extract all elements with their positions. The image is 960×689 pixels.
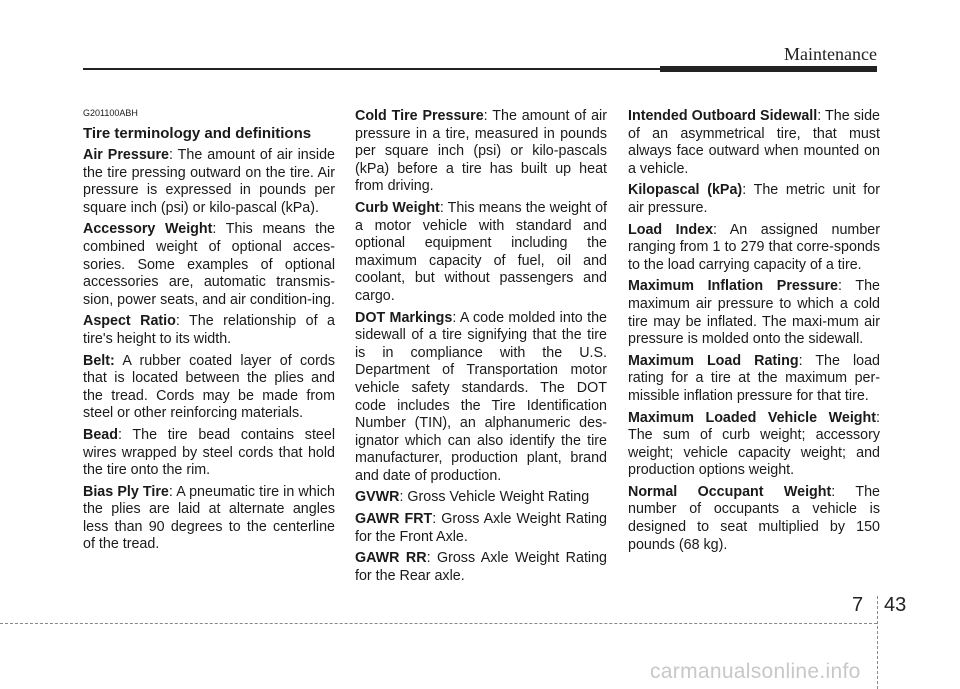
definition-entry bbox=[628, 182, 880, 217]
column-2 bbox=[355, 108, 607, 589]
definition-text: : The amount of air inside the tire pressing outward on the tire. Air pressure is expressed in pounds per square inch (psi) or kilo-pascal (kPa). bbox=[83, 147, 335, 216]
definition-text: : The side of an asymmetrical tire, that must always face outward when mounted on a vehicle. bbox=[628, 108, 880, 177]
definition-text: : The metric unit for air pressure. bbox=[628, 182, 880, 216]
definition-term: Normal Occupant Weight bbox=[628, 483, 832, 500]
page-header-title: Maintenance bbox=[784, 44, 877, 64]
page-number: 43 bbox=[884, 594, 907, 616]
section-title: Tire terminology and definitions bbox=[83, 125, 312, 142]
definition-term: Load Index bbox=[628, 221, 714, 238]
definition-entry bbox=[355, 511, 607, 546]
header-rule-thick bbox=[660, 66, 877, 72]
definition-text: : A code molded into the sidewall of a tire signifying that the tire is in compliance with the U.S. Department of Transportation motor vehicle safety standards. The DOT code includes the Tire Identification Number (TIN), an alphanumeric des-ignator which can also identify the tire manufacturer, production plant, brand and date of production. bbox=[355, 309, 607, 484]
column-3-entries bbox=[628, 108, 880, 554]
header-rule bbox=[83, 68, 660, 70]
definition-entry bbox=[355, 200, 607, 306]
definition-text: : The amount of air pressure in a tire, measured in pounds per square inch (psi) or kilo-pascals (kPa) before a tire has built up heat from driving. bbox=[355, 108, 607, 195]
definition-text: : The tire bead contains steel wires wrapped by steel cords that hold the tire onto the rim. bbox=[83, 426, 335, 479]
definition-term: GAWR RR bbox=[355, 550, 427, 567]
definition-term: Aspect Ratio bbox=[83, 313, 176, 330]
definition-term: Intended Outboard Sidewall bbox=[628, 108, 818, 124]
definition-entry bbox=[83, 427, 335, 480]
definition-term: Maximum Inflation Pressure bbox=[628, 278, 838, 295]
definition-term: Maximum Load Rating bbox=[628, 352, 799, 369]
definition-text: : A pneumatic tire in which the plies are laid at alternate angles less than 90 degrees to the centerline of the tread. bbox=[83, 483, 335, 553]
definition-text: : The number of occupants a vehicle is designed to seat multiplied by 150 pounds (68 kg). bbox=[628, 483, 880, 553]
column-3 bbox=[628, 108, 880, 558]
definition-term: Belt: bbox=[83, 352, 115, 369]
definition-term: GVWR bbox=[355, 489, 400, 506]
definition-text: : The sum of curb weight; accessory weight; vehicle capacity weight; and production options weight. bbox=[628, 409, 880, 479]
definition-entry bbox=[83, 353, 335, 423]
footer-divider bbox=[877, 596, 878, 689]
definition-text: : Gross Axle Weight Rating for the Rear axle. bbox=[355, 550, 607, 584]
definition-term: GAWR FRT bbox=[355, 511, 433, 528]
definition-term: Accessory Weight bbox=[83, 221, 213, 238]
definition-term: Bead bbox=[83, 426, 118, 443]
definition-text: : This means the combined weight of optional acces-sories. Some examples of optional accessories are, automatic transmis-sion, power seats, and air condition-ing. bbox=[83, 221, 335, 308]
definition-entry bbox=[628, 353, 880, 406]
definition-entry bbox=[628, 410, 880, 480]
definition-text: : Gross Vehicle Weight Rating bbox=[399, 489, 590, 506]
watermark: carmanualsonline.info bbox=[650, 660, 861, 683]
footer-rule bbox=[0, 623, 877, 624]
definition-text: : This means the weight of a motor vehicle with standard and optional equipment including the maximum capacity of fuel, oil and coolant, but without passengers and cargo. bbox=[355, 199, 607, 304]
definition-entry bbox=[355, 108, 607, 196]
column-2-entries bbox=[355, 108, 607, 585]
section-code: G201100ABH bbox=[83, 108, 138, 118]
definition-term: Kilopascal (kPa) bbox=[628, 182, 743, 199]
definition-entry bbox=[628, 484, 880, 554]
definition-entry bbox=[355, 550, 607, 585]
definition-text: : The maximum air pressure to which a cold tire may be inflated. The maxi-mum air pressure is molded onto the sidewall. bbox=[628, 278, 880, 348]
column-1-entries bbox=[83, 147, 335, 554]
definition-text: : Gross Axle Weight Rating for the Front Axle. bbox=[355, 511, 607, 545]
definition-text: : The relationship of a tire's height to its width. bbox=[83, 313, 336, 347]
definition-text: : The load rating for a tire at the maximum per-missible inflation pressure for that tire. bbox=[628, 352, 880, 404]
definition-entry bbox=[628, 278, 880, 348]
definition-term: Cold Tire Pressure bbox=[355, 108, 484, 124]
definition-entry bbox=[628, 222, 880, 275]
definition-entry bbox=[355, 489, 607, 507]
definition-text: A rubber coated layer of cords that is located between the plies and the tread. Cords may be made from steel or other reinforcing materials. bbox=[83, 352, 335, 422]
column-1 bbox=[83, 108, 335, 558]
definition-entry bbox=[83, 313, 335, 348]
definition-term: Bias Ply Tire bbox=[83, 483, 169, 500]
definition-term: DOT Markings bbox=[355, 309, 453, 326]
definition-text: : An assigned number ranging from 1 to 279 that corre-sponds to the load carrying capacity of a tire. bbox=[628, 221, 880, 273]
chapter-number: 7 bbox=[852, 594, 864, 616]
definition-term: Air Pressure bbox=[83, 147, 170, 163]
definition-term: Curb Weight bbox=[355, 199, 440, 216]
definition-entry bbox=[628, 108, 880, 178]
definition-entry bbox=[83, 221, 335, 309]
definition-entry bbox=[83, 484, 335, 554]
definition-term: Maximum Loaded Vehicle Weight bbox=[628, 409, 877, 426]
definition-entry bbox=[355, 310, 607, 486]
definition-entry bbox=[83, 147, 335, 217]
